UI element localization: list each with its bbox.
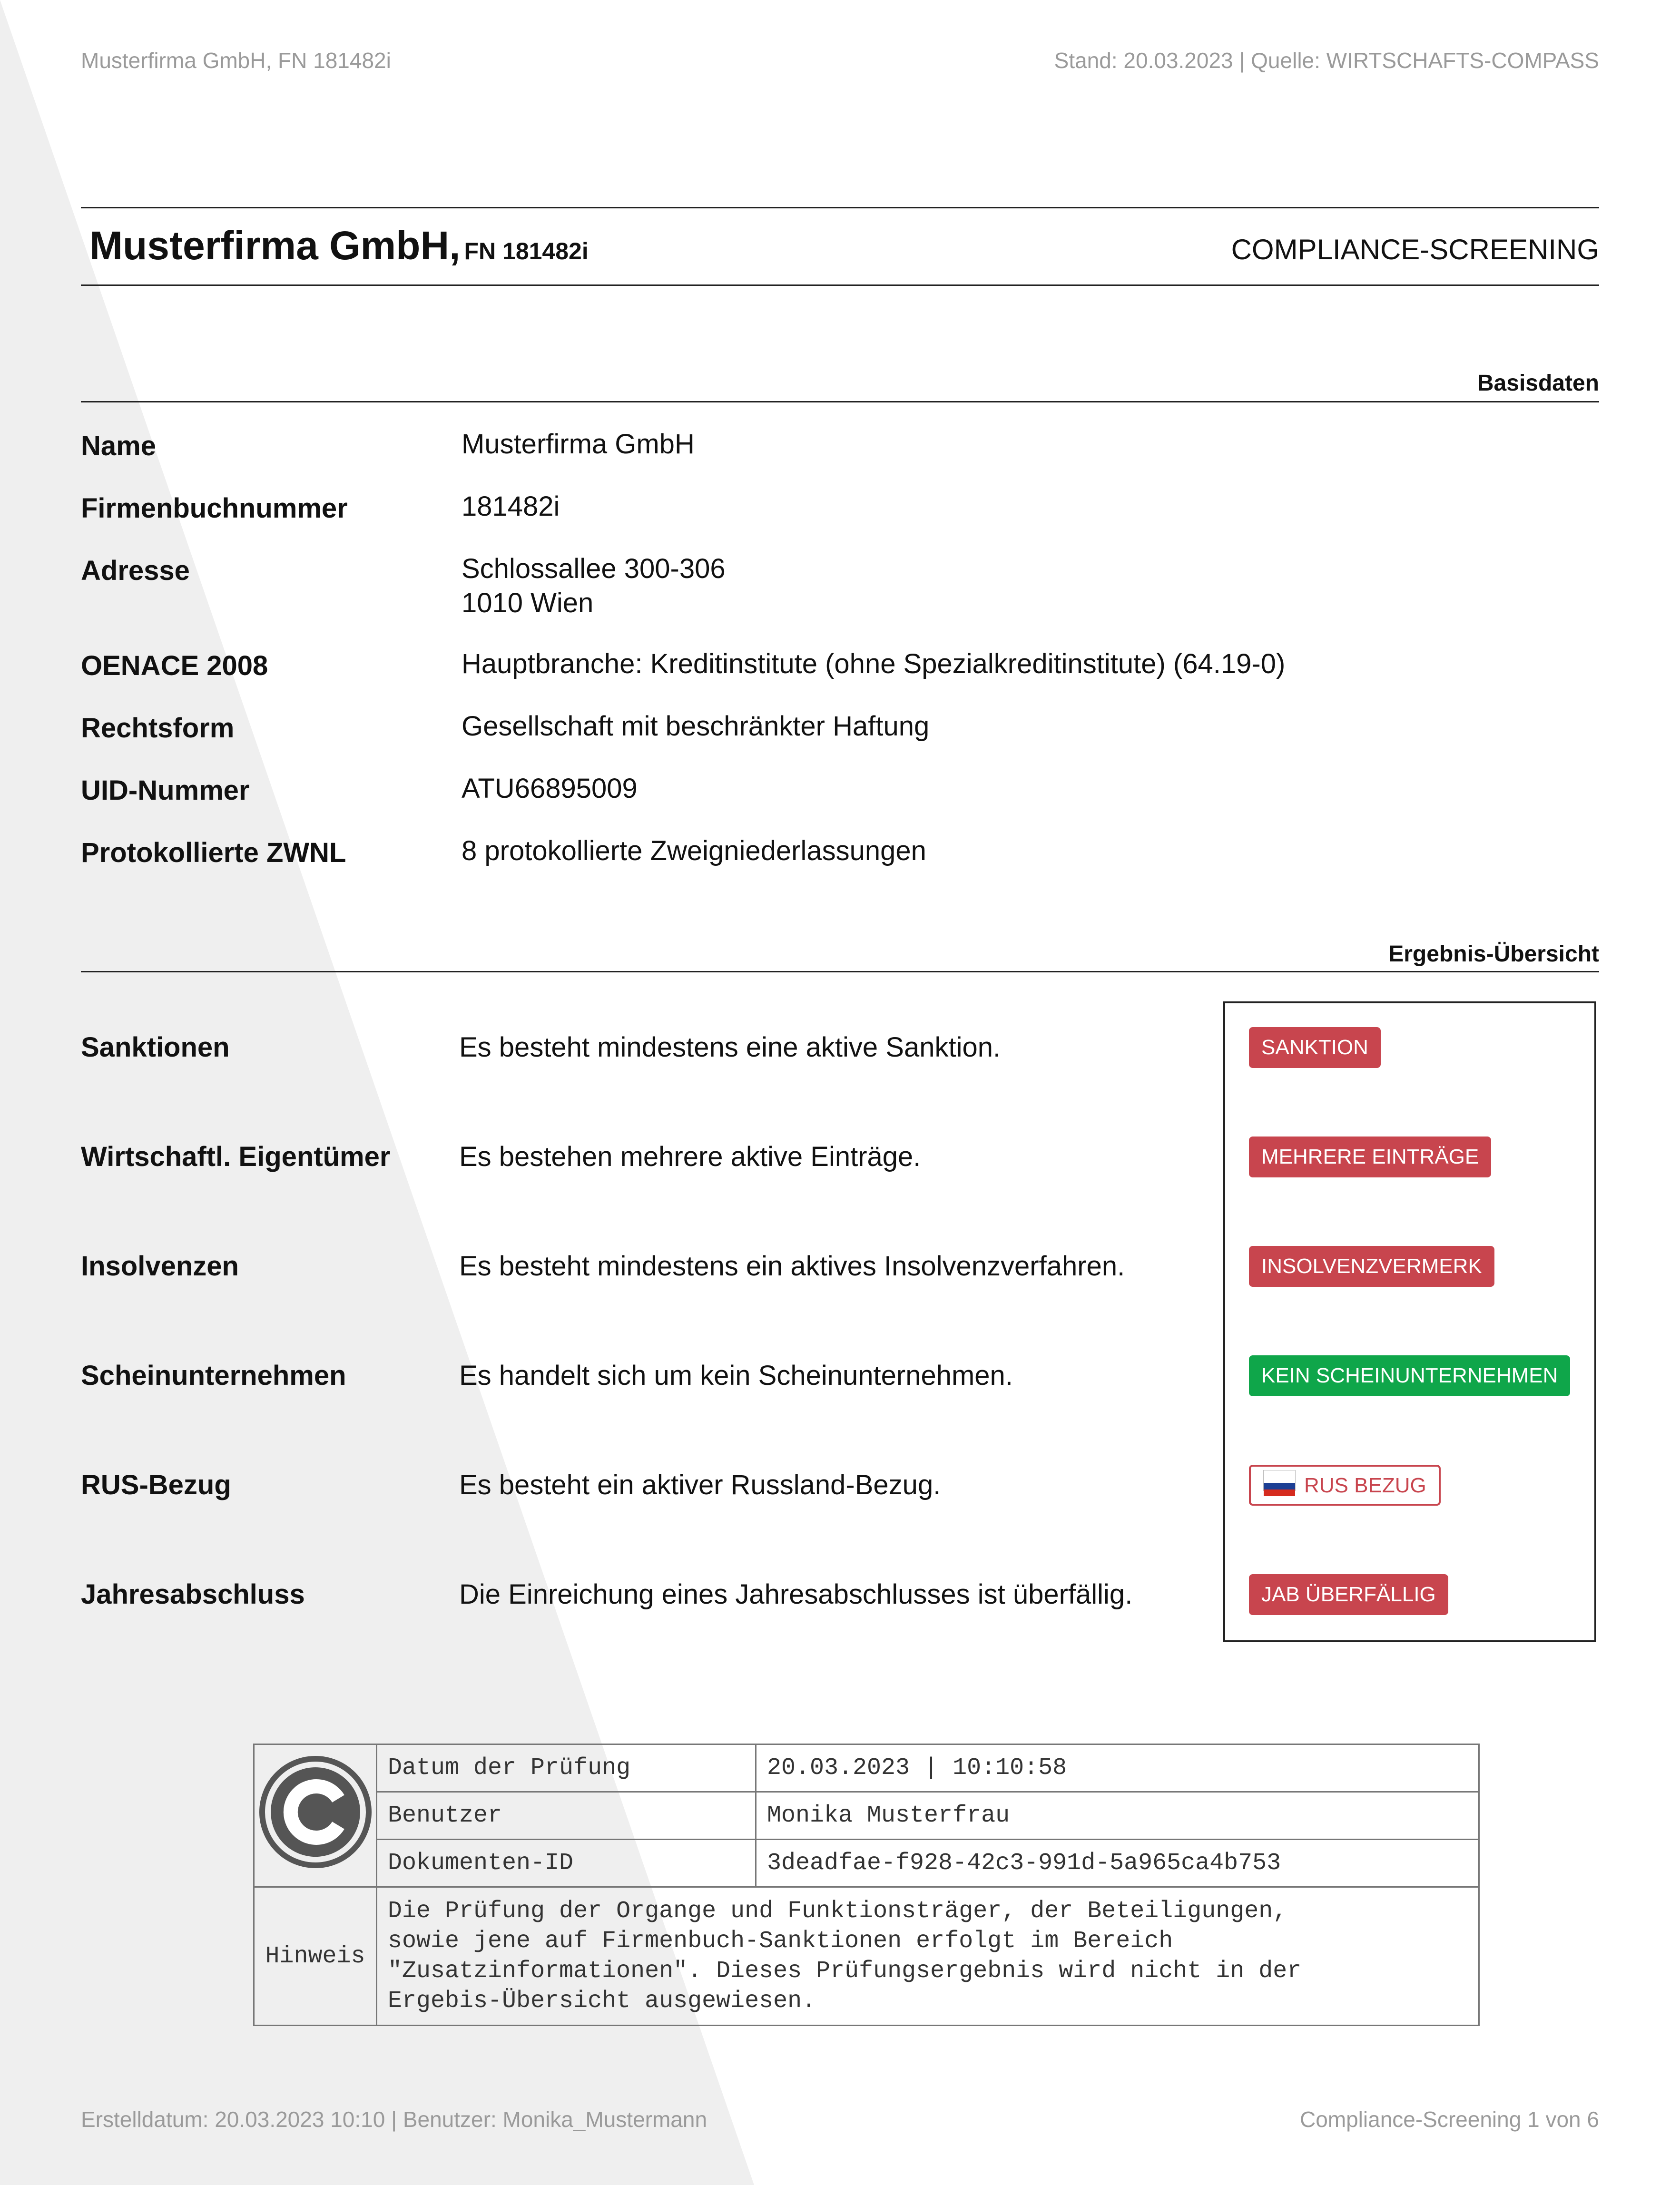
info-key: Benutzer bbox=[377, 1792, 756, 1840]
status-badge-rus-bezug bbox=[1249, 1465, 1441, 1506]
header-meta-left: Musterfirma GmbH, FN 181482i bbox=[81, 48, 391, 73]
basis-label: Name bbox=[81, 431, 156, 461]
hinweis-line: "Zusatzinformationen". Dieses Prüfungsergebnis wird nicht in der bbox=[388, 1958, 1302, 1985]
basis-value: ATU66895009 bbox=[462, 773, 638, 804]
company-name: Musterfirma GmbH, bbox=[89, 223, 461, 268]
info-row-benutzer bbox=[254, 1792, 1479, 1840]
basis-value: Musterfirma GmbH bbox=[462, 429, 695, 460]
basis-value: Hauptbranche: Kreditinstitute (ohne Spezialkreditinstitute) (64.19-0) bbox=[462, 648, 1286, 679]
info-row-datum bbox=[254, 1744, 1479, 1792]
info-value: 3deadfae-f928-42c3-991d-5a965ca4b753 bbox=[756, 1840, 1479, 1887]
basis-label: Adresse bbox=[81, 555, 190, 586]
info-value: 20.03.2023 | 10:10:58 bbox=[756, 1744, 1479, 1792]
russia-flag-icon bbox=[1263, 1470, 1296, 1491]
info-row-dokumenten-id bbox=[254, 1840, 1479, 1887]
result-label: RUS-Bezug bbox=[81, 1470, 231, 1500]
result-label: Sanktionen bbox=[81, 1032, 230, 1063]
section-heading-ergebnis: Ergebnis-Übersicht bbox=[1388, 941, 1599, 967]
verification-info-table bbox=[253, 1744, 1480, 2026]
basis-label: Firmenbuchnummer bbox=[81, 493, 348, 524]
page-title bbox=[89, 223, 589, 269]
basis-value: 181482i bbox=[462, 491, 560, 522]
result-label: Wirtschaftl. Eigentümer bbox=[81, 1141, 391, 1172]
basis-value-city: 1010 Wien bbox=[462, 588, 594, 618]
result-text: Es bestehen mehrere aktive Einträge. bbox=[459, 1141, 921, 1172]
hinweis-line: sowie jene auf Firmenbuch-Sanktionen erfolgt im Bereich bbox=[388, 1928, 1173, 1955]
hinweis-label: Hinweis bbox=[254, 1887, 377, 2026]
status-badge-kein-scheinunternehmen: KEIN SCHEINUNTERNEHMEN bbox=[1249, 1355, 1570, 1396]
basis-label: Rechtsform bbox=[81, 713, 235, 744]
status-badge-panel bbox=[1223, 1001, 1596, 1642]
result-text: Es handelt sich um kein Scheinunternehmen. bbox=[459, 1360, 1013, 1391]
basis-value: Gesellschaft mit beschränkter Haftung bbox=[462, 711, 930, 742]
status-badge-jab-ueberfaellig: JAB ÜBERFÄLLIG bbox=[1249, 1574, 1448, 1615]
hinweis-line: Die Prüfung der Organge und Funktionsträger, der Beteiligungen, bbox=[388, 1898, 1287, 1925]
logo-cell bbox=[254, 1744, 377, 1887]
status-badge-sanktion: SANKTION bbox=[1249, 1027, 1381, 1068]
info-key: Datum der Prüfung bbox=[377, 1744, 756, 1792]
info-row-hinweis bbox=[254, 1887, 1479, 2026]
section-heading-basisdaten: Basisdaten bbox=[1477, 371, 1599, 396]
section-divider-ergebnis bbox=[81, 971, 1599, 972]
company-fn: FN 181482i bbox=[464, 238, 589, 265]
info-key: Dokumenten-ID bbox=[377, 1840, 756, 1887]
document-type: COMPLIANCE-SCREENING bbox=[1231, 234, 1599, 265]
hinweis-line: Ergebis-Übersicht ausgewiesen. bbox=[388, 1988, 816, 2015]
result-text: Die Einreichung eines Jahresabschlusses ist überfällig. bbox=[459, 1579, 1133, 1610]
footer-page-number: Compliance-Screening 1 von 6 bbox=[1299, 2107, 1599, 2132]
info-value: Monika Musterfrau bbox=[756, 1792, 1479, 1840]
section-divider-basisdaten bbox=[81, 401, 1599, 402]
footer-created-info: Erstelldatum: 20.03.2023 10:10 | Benutzer: Monika_Mustermann bbox=[81, 2107, 707, 2132]
result-text: Es besteht mindestens ein aktives Insolvenzverfahren. bbox=[459, 1251, 1125, 1282]
result-label: Insolvenzen bbox=[81, 1251, 239, 1282]
header-meta-right: Stand: 20.03.2023 | Quelle: WIRTSCHAFTS-COMPASS bbox=[1054, 48, 1599, 73]
result-label: Scheinunternehmen bbox=[81, 1360, 346, 1391]
basis-label: Protokollierte ZWNL bbox=[81, 837, 346, 868]
basis-value-street: Schlossallee 300-306 bbox=[462, 553, 726, 584]
status-badge-mehrere-eintraege: MEHRERE EINTRÄGE bbox=[1249, 1137, 1491, 1177]
basis-label: OENACE 2008 bbox=[81, 650, 268, 681]
copyright-icon bbox=[258, 1755, 373, 1869]
hinweis-text bbox=[377, 1887, 1479, 2026]
title-top-divider bbox=[81, 207, 1599, 208]
result-text: Es besteht ein aktiver Russland-Bezug. bbox=[459, 1470, 941, 1500]
status-badge-rus-bezug-label: RUS BEZUG bbox=[1304, 1474, 1426, 1497]
result-text: Es besteht mindestens eine aktive Sanktion. bbox=[459, 1032, 1001, 1063]
title-bottom-divider bbox=[81, 284, 1599, 286]
basis-value: 8 protokollierte Zweigniederlassungen bbox=[462, 835, 926, 866]
status-badge-insolvenz: INSOLVENZVERMERK bbox=[1249, 1246, 1494, 1287]
result-label: Jahresabschluss bbox=[81, 1579, 305, 1610]
basis-label: UID-Nummer bbox=[81, 775, 250, 806]
